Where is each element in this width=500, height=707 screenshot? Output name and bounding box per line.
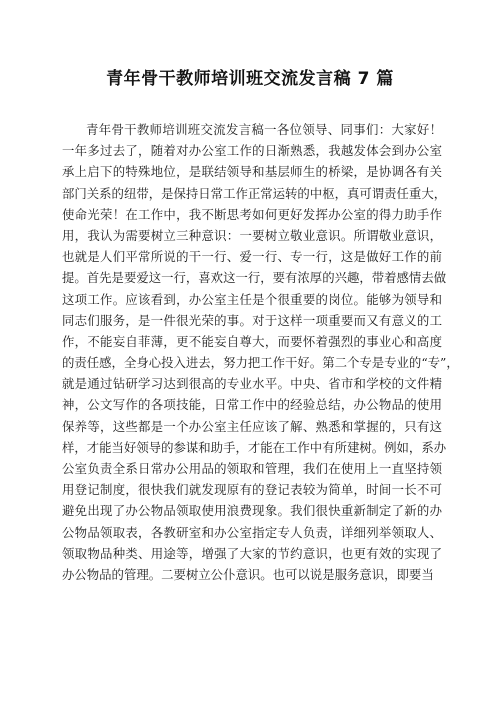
body-line: 部门关系的纽带，是保持日常工作正常运转的中枢，真可谓责任重大，: [62, 185, 447, 201]
body-line: 避免出现了办公物品领取使用浪费现象。我们很快重新制定了新的办: [62, 503, 442, 519]
body-line: 就是通过钻研学习达到很高的专业水平。中央、省市和学校的文件精: [62, 376, 442, 392]
body-line: 用登记制度，很快我们就发现原有的登记表较为简单，时间一长不可: [62, 482, 442, 498]
body-line: 的责任感，全身心投入进去，努力把工作干好。第二个专是专业的“专”，: [62, 355, 459, 371]
body-line: 神，公文写作的各项技能，日常工作中的经验总结，办公物品的使用: [62, 397, 442, 413]
body-line: 办公物品的管理。二要树立公仆意识。也可以说是服务意识，即要当: [62, 566, 434, 582]
body-line: 使命光荣！在工作中，我不断思考如何更好发挥办公室的得力助手作: [62, 206, 442, 222]
body-line: 同志们服务，是一件很光荣的事。对于这样一项重要而又有意义的工: [62, 312, 442, 328]
body-line: 青年骨干教师培训班交流发言稿一各位领导、同事们：大家好！: [86, 122, 442, 137]
body-line: 样，才能当好领导的参谋和助手，才能在工作中有所建树。例如，系办: [62, 439, 447, 455]
body-line: 用，我认为需要树立三种意识：一要树立敬业意识。所谓敬业意识，: [62, 227, 442, 243]
body-line: 保养等，这些都是一个办公室主任应该了解、熟悉和掌握的，只有这: [62, 418, 442, 434]
document-body: [62, 119, 459, 585]
body-line: 公室负责全系日常办公用品的领取和管理，我们在使用上一直坚持领: [62, 461, 442, 476]
document-title: 青年骨干教师培训班交流发言稿 7 篇: [106, 69, 394, 89]
body-line: 提。首先是要爱这一行，喜欢这一行，要有浓厚的兴趣，带着感情去做: [62, 270, 447, 286]
body-line: 一年多过去了，随着对办公室工作的日渐熟悉，我越发体会到办公室: [62, 143, 442, 159]
body-line: 领取物品种类、用途等，增强了大家的节约意识，也更有效的实现了: [62, 545, 442, 561]
body-line: 这项工作。应该看到，办公室主任是个很重要的岗位。能够为领导和: [62, 291, 442, 307]
body-line: 也就是人们平常所说的干一行、爱一行、专一行，这是做好工作的前: [62, 249, 442, 265]
body-line: 作，不能妄自菲薄，更不能妄自尊大，而要怀着强烈的事业心和高度: [62, 333, 442, 349]
body-line: 公物品领取表，各教研室和办公室指定专人负责，详细列举领取人、: [62, 524, 442, 540]
body-line: 承上启下的特殊地位，是联结领导和基层师生的桥梁，是协调各有关: [62, 164, 442, 180]
